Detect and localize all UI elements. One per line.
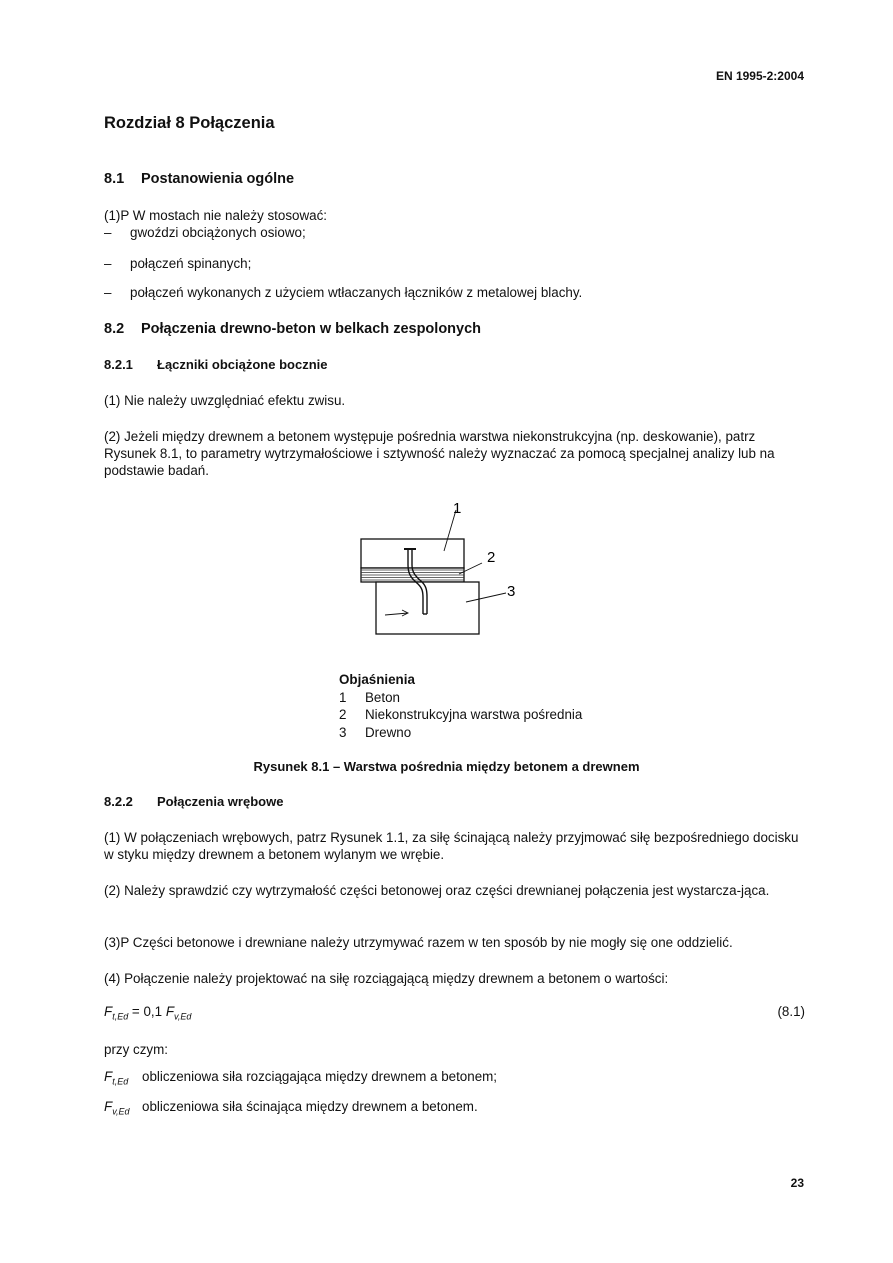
legend-item (339, 689, 582, 707)
legend-text: Drewno (365, 724, 412, 740)
legend-item (339, 724, 582, 742)
section-number: 8.2 (104, 321, 125, 337)
section-number: 8.2.2 (104, 794, 133, 809)
definition-text: obliczeniowa siła ścinająca między drewnem a betonem. (142, 1099, 478, 1114)
s821-paragraph-2: (2) Jeżeli między drewnem a betonem występuje pośrednia warstwa niekonstrukcyjna (np. deskowanie), patrz Rysunek 8.1, to parametry wytrzymałościowe i sztywność należy wyznaczać za pomocą specjalnej analizy lub na podstawie badań. (104, 429, 775, 478)
list-item-text: gwoździ obciążonych osiowo; (130, 225, 306, 240)
section-title: Połączenia wrębowe (157, 794, 284, 809)
s822-paragraph-2: (2) Należy sprawdzić czy wytrzymałość części betonowej oraz części drewnianej połączenia jest wystarcza-jąca. (104, 883, 770, 898)
chapter-title: Rozdział 8 Połączenia (104, 114, 275, 132)
s81-intro: (1)P W mostach nie należy stosować: (104, 208, 328, 223)
definition-symbol: $F_{v,Ed}$ (104, 1099, 130, 1117)
figure-label-3: 3 (507, 583, 516, 600)
page-number: 23 (790, 1176, 804, 1190)
list-item (104, 224, 306, 241)
s822-paragraph-3: (3)P Części betonowe i drewniane należy utrzymywać razem w ten sposób by nie mogły się one oddzielić. (104, 935, 733, 950)
section-8-2-2-heading (104, 794, 283, 809)
section-number: 8.2.1 (104, 357, 133, 372)
section-8-2-heading (104, 321, 481, 337)
definition-text: obliczeniowa siła rozciągająca między drewnem a betonem; (142, 1069, 498, 1084)
standard-header: EN 1995-2:2004 (715, 69, 804, 83)
legend-title: Objaśnienia (339, 672, 415, 687)
legend-item (339, 706, 582, 724)
section-title: Łączniki obciążone bocznie (157, 357, 328, 372)
legend-text: Niekonstrukcyjna warstwa pośrednia (365, 707, 583, 722)
legend-text: Beton (365, 689, 400, 705)
symbol-F-t-Ed: $F_{t,Ed}$ (104, 1004, 129, 1022)
s822-paragraph-4: (4) Połączenie należy projektować na siłę rozciągającą między drewnem a betonem o wartości: (104, 971, 669, 986)
list-item (104, 255, 251, 272)
section-8-1-heading (104, 171, 294, 187)
s822-paragraph-1: (1) W połączeniach wrębowych, patrz Rysunek 1.1, za siłę ścinającą należy przyjmować siłę bezpośredniego docisku w styku między drewnem a betonem wylanym we wrębie. (104, 830, 799, 862)
list-item-text: połączeń spinanych; (130, 256, 252, 271)
figure-label-2: 2 (487, 549, 496, 566)
section-number: 8.1 (104, 171, 125, 187)
definition-row (104, 1069, 497, 1087)
section-title: Połączenia drewno-beton w belkach zespolonych (141, 321, 482, 337)
list-dash: – (104, 285, 112, 300)
figure-legend (339, 671, 582, 741)
s821-paragraph-1: (1) Nie należy uwzględniać efektu zwisu. (104, 393, 346, 408)
equation-number: (8.1) (777, 1004, 805, 1019)
definition-symbol: $F_{t,Ed}$ (104, 1069, 129, 1087)
figure-caption: Rysunek 8.1 – Warstwa pośrednia między betonem a drewnem (253, 759, 640, 774)
figure-drawing (355, 498, 535, 643)
list-item-text: połączeń wykonanych z użyciem wtłaczanych łączników z metalowej blachy. (130, 285, 583, 300)
definition-row (104, 1099, 478, 1117)
legend-number: 3 (339, 724, 347, 740)
equation-8-1 (104, 1004, 191, 1022)
equation-middle: = 0,1 (128, 1004, 166, 1019)
where-label: przy czym: (104, 1042, 168, 1057)
legend-number: 2 (339, 707, 347, 722)
list-item (104, 284, 582, 301)
symbol-F-v-Ed: $F_{v,Ed}$ (165, 1004, 192, 1022)
figure-8-1 (355, 498, 535, 643)
list-dash: – (104, 256, 112, 271)
figure-label-1: 1 (453, 500, 462, 517)
section-title: Postanowienia ogólne (141, 171, 295, 187)
legend-number: 1 (339, 689, 347, 705)
list-dash: – (104, 225, 112, 240)
section-8-2-1-heading (104, 357, 327, 372)
